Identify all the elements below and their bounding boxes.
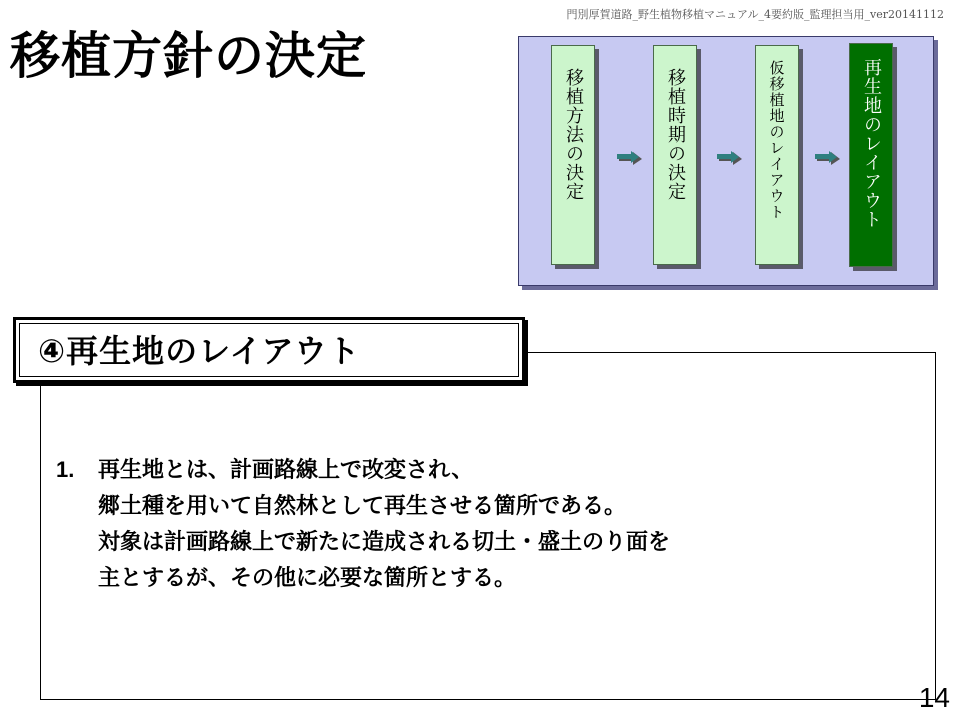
- section-heading-box: [13, 317, 525, 383]
- flow-step-label: 移植方法の決定: [563, 68, 584, 201]
- flow-step-label: 仮移植地のレイアウト: [767, 60, 786, 220]
- right-arrow-icon: [717, 151, 743, 165]
- flow-step-label: 移植時期の決定: [665, 68, 686, 201]
- flow-step-label: 再生地のレイアウト: [861, 58, 882, 229]
- flow-step-temporary-layout: [755, 45, 799, 265]
- flow-step-method: [551, 45, 595, 265]
- process-flow-panel: [518, 36, 934, 286]
- body-line: 再生地とは、計画路線上で改変され、: [98, 458, 474, 483]
- right-arrow-icon: [815, 151, 841, 165]
- list-marker: 1.: [56, 457, 75, 482]
- section-heading: ④再生地のレイアウト: [38, 332, 361, 370]
- list-item: [56, 452, 916, 489]
- right-arrow-icon: [617, 151, 643, 165]
- body-line: 郷土種を用いて自然林として再生させる箇所である。: [98, 494, 627, 519]
- flow-step-restoration-layout: [849, 43, 893, 267]
- page-number: 14: [918, 682, 950, 713]
- document-header-note: 門別厚賀道路_野生植物移植マニュアル_4要約版_監理担当用_ver20141112: [566, 8, 944, 21]
- flow-step-timing: [653, 45, 697, 265]
- body-line: 主とするが、その他に必要な箇所とする。: [98, 566, 517, 591]
- section-body: [56, 452, 916, 597]
- body-line: 対象は計画路線上で新たに造成される切土・盛土のり面を: [98, 530, 671, 555]
- slide-title: 移植方針の決定: [10, 27, 367, 85]
